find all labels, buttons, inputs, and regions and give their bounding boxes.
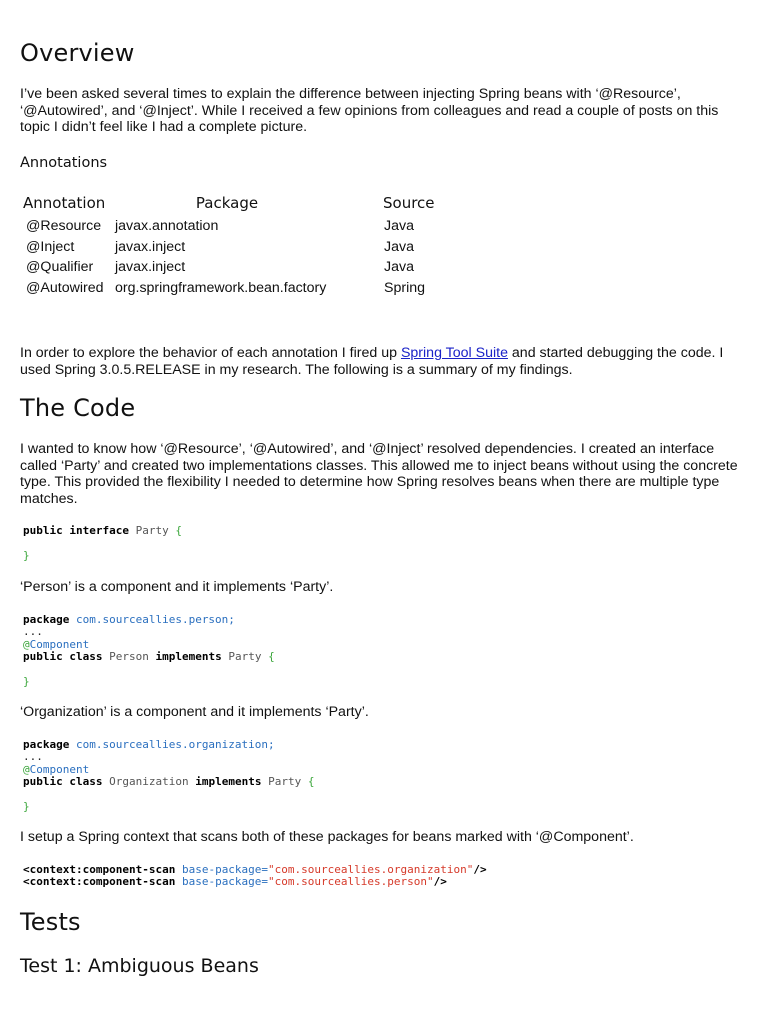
person-class-code	[23, 614, 275, 688]
code-at: @	[23, 762, 30, 776]
xml-quote: "	[268, 875, 275, 889]
table-row	[20, 237, 439, 258]
source-cell: Java	[384, 259, 414, 276]
code-brace: {	[175, 524, 182, 537]
code-intro: I wanted to know how ‘@Resource’, ‘@Autowired’, and ‘@Inject’ resolved dependencies. I created an interface called ‘Party’ and created two implementations classes. This allowed me to inject beans without using the concrete type. This provided the flexibility I needed to determine how Spring resolves beans when there are multiple type matches.	[20, 441, 738, 507]
xml-attribute: base-package=	[181, 875, 269, 889]
package-cell: javax.annotation	[115, 218, 219, 235]
code-annotation: Component	[29, 637, 90, 651]
package-cell: org.springframework.bean.factory	[115, 279, 327, 296]
annotation-cell: @Inject	[26, 238, 75, 255]
xml-quote: "	[427, 875, 434, 889]
annotations-table	[20, 194, 439, 298]
source-cell: Java	[384, 238, 414, 255]
person-text: ‘Person’ is a component and it implements ‘Party’.	[20, 579, 334, 595]
code-package: com.sourceallies.organization;	[75, 738, 275, 751]
code-brace: }	[23, 675, 30, 689]
annotation-cell: @Qualifier	[26, 259, 94, 276]
xml-tag: <context:component-scan	[23, 863, 176, 876]
the-code-heading: The Code	[20, 394, 136, 422]
code-identifier: Party	[268, 775, 302, 789]
code-identifier: Party	[135, 524, 169, 537]
xml-config-code	[23, 864, 487, 889]
code-keyword: package	[23, 738, 70, 751]
tests-heading: Tests	[20, 908, 81, 936]
xml-quote: "	[466, 863, 474, 876]
code-brace: }	[23, 548, 30, 562]
code-annotation: Component	[29, 762, 90, 776]
annotation-cell: @Resource	[26, 218, 102, 235]
column-header-source: Source	[383, 194, 435, 212]
annotations-label: Annotations	[20, 155, 108, 171]
code-brace: {	[268, 650, 275, 664]
code-identifier: Party	[228, 650, 262, 664]
table-row	[20, 257, 439, 278]
xml-tag: <context:component-scan	[23, 875, 176, 889]
party-interface-code	[23, 525, 182, 562]
code-brace: {	[307, 775, 315, 789]
code-keyword: public interface	[23, 524, 129, 537]
code-ellipsis: ...	[23, 625, 43, 639]
code-keyword: implements	[155, 650, 222, 664]
explore-text-after: and started debugging the code. I used Spring 3.0.5.RELEASE in my research. The following is a summary of my findings.	[20, 345, 724, 378]
code-keyword: public class	[23, 775, 103, 789]
code-at: @	[23, 637, 30, 651]
code-keyword: implements	[195, 775, 262, 789]
code-identifier: Organization	[109, 775, 189, 789]
annotation-cell: @Autowired	[26, 279, 104, 296]
explore-paragraph	[20, 345, 750, 378]
organization-text: ‘Organization’ is a component and it implements ‘Party’.	[20, 704, 369, 720]
code-identifier: Person	[109, 650, 149, 664]
package-cell: javax.inject	[115, 259, 186, 276]
xml-quote: "	[268, 863, 275, 876]
xml-tag-end: />	[433, 875, 447, 889]
source-cell: Java	[384, 218, 414, 235]
explore-text-before: In order to explore the behavior of each annotation I fired up	[20, 345, 401, 361]
table-header-row	[20, 194, 439, 216]
context-text: I setup a Spring context that scans both of these packages for beans marked with ‘@Component’.	[20, 829, 634, 845]
test1-heading: Test 1: Ambiguous Beans	[20, 955, 259, 977]
overview-heading: Overview	[20, 39, 135, 67]
source-cell: Spring	[384, 279, 426, 296]
column-header-package: Package	[195, 194, 259, 212]
xml-attribute: base-package=	[181, 863, 269, 876]
code-ellipsis: ...	[23, 750, 43, 764]
spring-tool-suite-link[interactable]: Spring Tool Suite	[400, 345, 508, 361]
xml-value: com.sourceallies.organization	[274, 863, 467, 876]
code-keyword: public class	[23, 650, 103, 664]
xml-value: com.sourceallies.person	[274, 875, 427, 889]
package-cell: javax.inject	[115, 238, 186, 255]
xml-tag-end: />	[473, 863, 487, 876]
table-row	[20, 216, 439, 237]
code-keyword: package	[23, 613, 70, 626]
organization-class-code	[23, 739, 314, 813]
table-row	[20, 278, 439, 299]
column-header-annotation: Annotation	[23, 194, 106, 212]
overview-intro: I’ve been asked several times to explain the difference between injecting Spring beans with ‘@Resource’, ‘@Autowired’, and ‘@Inject’. While I received a few opinions from colleagues and read a couple of posts on this topic I didn’t feel like I had a complete picture.	[20, 86, 719, 135]
code-package: com.sourceallies.person;	[75, 613, 235, 626]
code-brace: }	[23, 800, 30, 814]
